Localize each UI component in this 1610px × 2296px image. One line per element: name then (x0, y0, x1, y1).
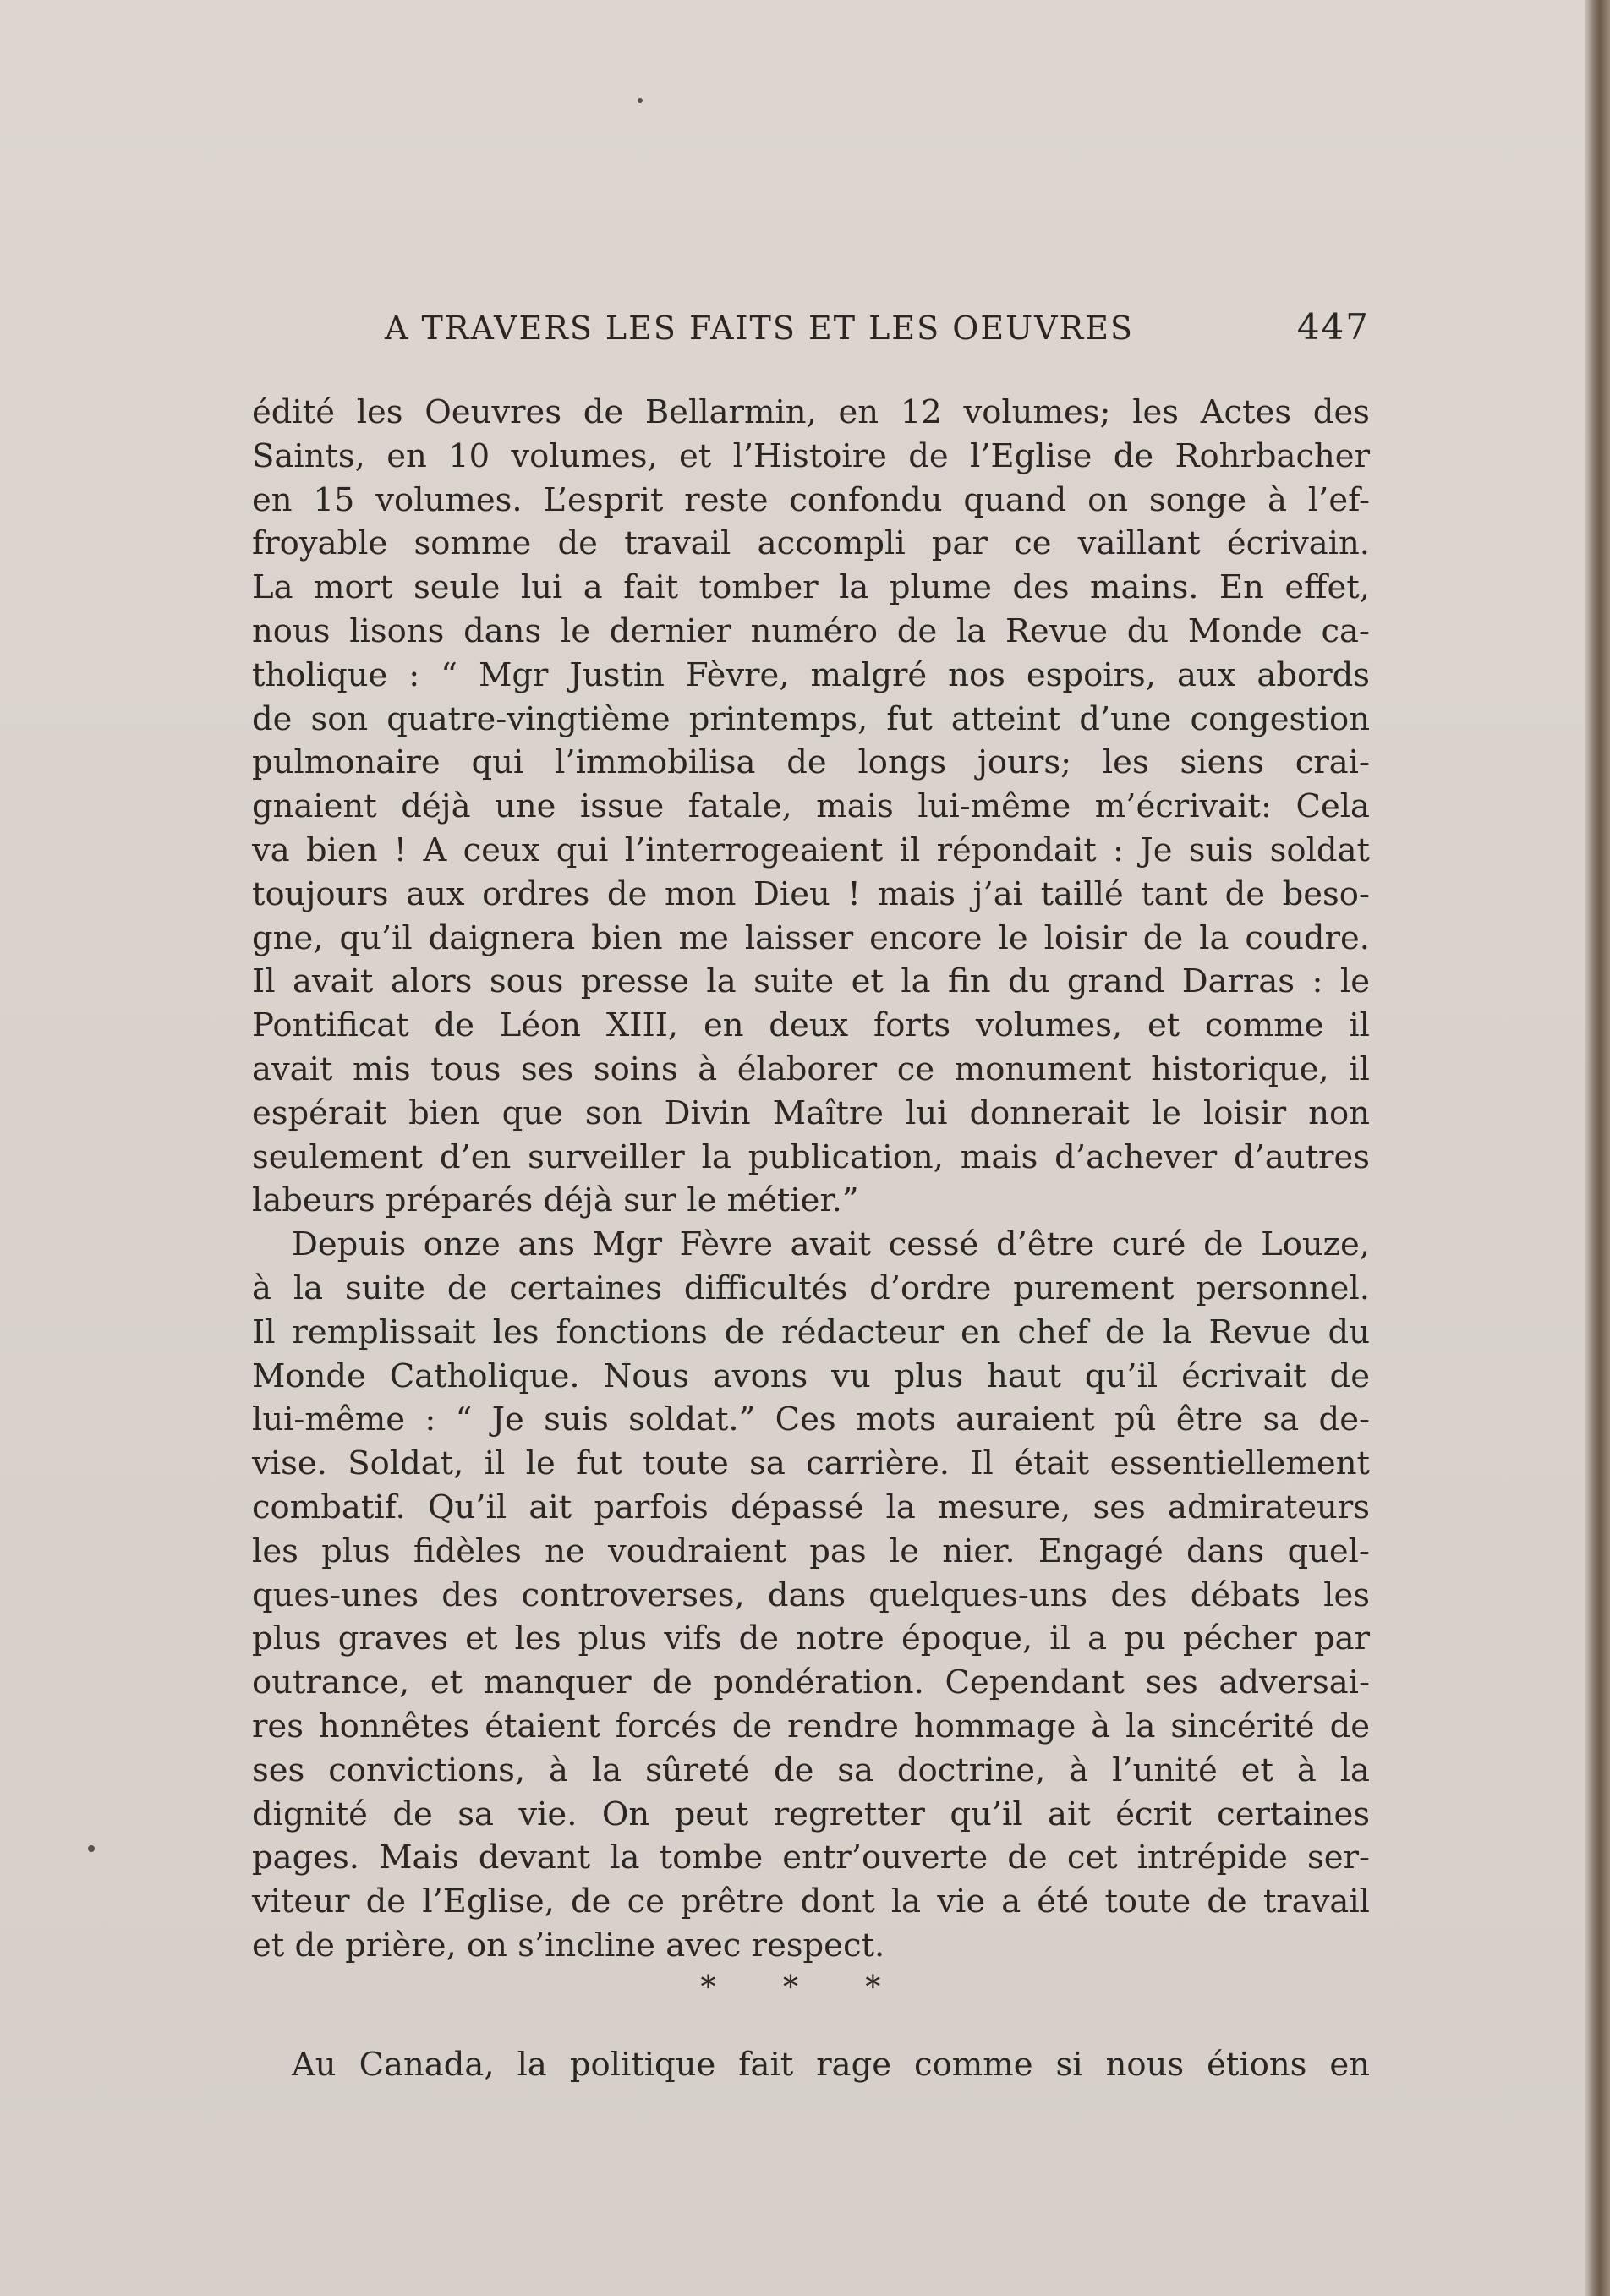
body-text (252, 391, 1370, 1968)
text-line: Il avait alors sous presse la suite et la fin du grand Darras : le (252, 962, 1370, 1001)
text-line: les plus fidèles ne voudraient pas le nier. Engagé dans quel- (252, 1532, 1370, 1570)
text-line: en 15 volumes. L’esprit reste confondu quand on songe à l’ef- (252, 480, 1370, 519)
text-line: froyable somme de travail accompli par ce vaillant écrivain. (252, 524, 1370, 563)
text-line: combatif. Qu’il ait parfois dépassé la mesure, ses admirateurs (252, 1488, 1370, 1526)
text-line: édité les Oeuvres de Bellarmin, en 12 volumes; les Actes des (252, 393, 1370, 431)
text-line: lui-même : “ Je suis soldat.” Ces mots auraient pû être sa de- (252, 1400, 1370, 1439)
text-line: plus graves et les plus vifs de notre époque, il a pu pécher par (252, 1619, 1370, 1658)
text-line: outrance, et manquer de pondération. Cependant ses adversai- (252, 1663, 1370, 1702)
text-line: Monde Catholique. Nous avons vu plus haut qu’il écrivait de (252, 1356, 1370, 1395)
running-title: A TRAVERS LES FAITS ET LES OEUVRES (385, 310, 1134, 347)
text-line: Pontificat de Léon XIII, en deux forts volumes, et comme il (252, 1006, 1370, 1045)
text-line: gnaient déjà une issue fatale, mais lui-même m’écrivait: Cela (252, 787, 1370, 826)
text-line: ses convictions, à la sûreté de sa doctrine, à l’unité et à la (252, 1751, 1370, 1789)
text-line: Saints, en 10 volumes, et l’Histoire de l’Eglise de Rohrbacher (252, 436, 1370, 475)
text-line: res honnêtes étaient forcés de rendre hommage à la sincérité de (252, 1707, 1370, 1745)
text-line: toujours aux ordres de mon Dieu ! mais j’ai taillé tant de beso- (252, 874, 1370, 913)
text-line: La mort seule lui a fait tomber la plume des mains. En effet, (252, 568, 1370, 607)
text-line: ques-unes des controverses, dans quelques-uns des débats les (252, 1575, 1370, 1614)
closing-line: Au Canada, la politique fait rage comme si nous étions en (292, 2046, 1370, 2084)
text-line: avait mis tous ses soins à élaborer ce monument historique, il (252, 1049, 1370, 1088)
text-line: seulement d’en surveiller la publication, mais d’achever d’autres (252, 1137, 1370, 1176)
text-line: de son quatre-vingtième printemps, fut atteint d’une congestion (252, 699, 1370, 738)
book-binding-edge (1585, 0, 1610, 2296)
page-number: 447 (1296, 306, 1370, 348)
text-line: Depuis onze ans Mgr Fèvre avait cessé d’être curé de Louze, (292, 1225, 1370, 1264)
text-line: et de prière, on s’incline avec respect. (252, 1926, 885, 1964)
text-line: vise. Soldat, il le fut toute sa carrière. Il était essentiellement (252, 1444, 1370, 1483)
text-line: va bien ! A ceux qui l’interrogeaient il répondait : Je suis soldat (252, 830, 1370, 869)
running-header (254, 304, 1370, 355)
text-line: viteur de l’Eglise, de ce prêtre dont la vie a été toute de travail (252, 1882, 1370, 1921)
speck-left (88, 1845, 95, 1852)
text-line: espérait bien que son Divin Maître lui donnerait le loisir non (252, 1093, 1370, 1132)
text-line: nous lisons dans le dernier numéro de la Revue du Monde ca- (252, 611, 1370, 650)
text-line: pages. Mais devant la tombe entr’ouverte de cet intrépide ser- (252, 1838, 1370, 1877)
text-line: tholique : “ Mgr Justin Fèvre, malgré nos espoirs, aux abords (252, 655, 1370, 694)
text-line: à la suite de certaines difficultés d’ordre purement personnel. (252, 1269, 1370, 1307)
text-line: labeurs préparés déjà sur le métier.” (252, 1181, 859, 1220)
text-line: dignité de sa vie. On peut regretter qu’il ait écrit certaines (252, 1795, 1370, 1833)
text-line: gne, qu’il daignera bien me laisser encore le loisir de la coudre. (252, 918, 1370, 957)
section-separator: * * * (700, 1970, 910, 2005)
speck-top (638, 98, 643, 103)
text-line: pulmonaire qui l’immobilisa de longs jours; les siens crai- (252, 743, 1370, 782)
text-line: Il remplissait les fonctions de rédacteur en chef de la Revue du (252, 1312, 1370, 1351)
